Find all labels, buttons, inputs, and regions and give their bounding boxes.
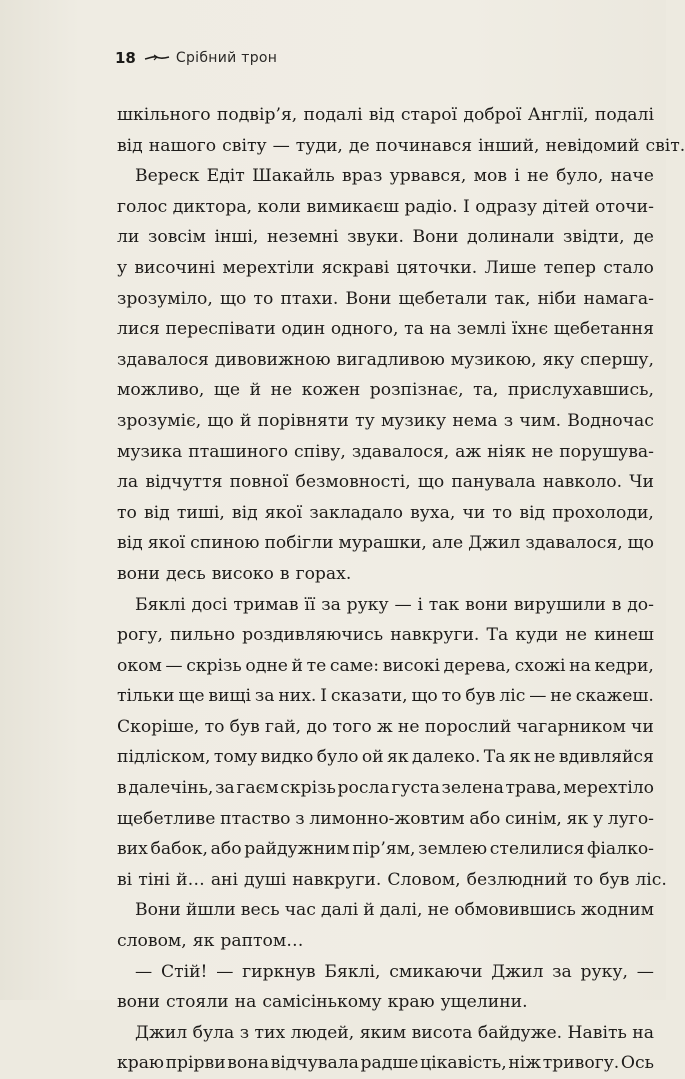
text-line: ла відчуття повної безмовності, що панувала навколо. Чи: [117, 472, 654, 493]
text-line: від якої спиною побігли мурашки, але Джил здавалося, що: [117, 533, 654, 554]
text-line: Вереск Едіт Шакайль враз урвався, мов і не було, наче: [135, 166, 654, 187]
text-line: щебетливе птаство з лимонно-жовтим або синім, як у лугo-: [117, 808, 654, 829]
text-line: музика пташиного співу, здавалося, аж ніяк не порушува-: [117, 441, 654, 462]
text-line: зрозуміло, що то птахи. Вони щебетали так, ніби намага-: [117, 288, 654, 309]
text-line: у височині мерехтіли яскраві цяточки. Лише тепер стало: [117, 257, 654, 278]
text-line: здавалося дивовижною вигадливою музикою, яку спершу,: [117, 349, 654, 370]
text-line: ві тіні й… ані душі навкруги. Словом, безлюдний то був ліс.: [117, 869, 667, 890]
text-line: словом, як раптом…: [117, 931, 304, 952]
text-line: оком — скрізь одне й те саме: високі дерева, схожі на кедри,: [117, 655, 654, 676]
text-line: зрозуміє, що й порівняти ту музику нема з чим. Водночас: [117, 410, 654, 431]
text-line: в далечінь, за гаєм скрізь росла густа зелена трава, мерехтіло: [117, 778, 654, 799]
text-line: шкільного подвір’я, подалі від старої доброї Англії, подалі: [117, 105, 654, 125]
text-line: Бяклі досі тримав її за руку — і так вони вирушили в до-: [135, 594, 654, 615]
page-number: 18: [115, 49, 136, 67]
text-line: Джил була з тих людей, яким висота байдуже. Навіть на: [135, 1022, 654, 1043]
text-line: то від тиші, від якої закладало вуха, чи то від прохолоди,: [117, 502, 654, 523]
text-line: — Стій! — гиркнув Бяклі, смикаючи Джил за руку, —: [135, 961, 654, 982]
text-line: Скоріше, то був гай, до того ж не порослий чагарником чи: [117, 716, 654, 737]
text-line: рогу, пильно роздивляючись навкруги. Та куди не кинеш: [117, 625, 654, 646]
text-line: вих бабок, або райдужним пір’ям, землею стелилися фіалко-: [117, 839, 654, 860]
page-header: [115, 47, 277, 69]
text-line: можливо, ще й не кожен розпізнає, та, прислухавшись,: [117, 380, 654, 401]
text-line: підліском, тому видко було ой як далеко. Та як не вдивляйся: [117, 747, 654, 768]
text-line: голос диктора, коли вимикаєш радіо. І одразу дітей оточи-: [117, 196, 654, 217]
text-line: Вони йшли весь час далі й далі, не обмовившись жодним: [135, 900, 654, 921]
text-line: ли зовсім інші, неземні звуки. Вони долинали звідти, де: [117, 227, 654, 248]
text-line: тільки ще вищі за них. І сказати, що то був ліс — не скажеш.: [117, 686, 654, 707]
running-title: Срібний трон: [175, 50, 278, 66]
text-line: від нашого світу — туди, де починався інший, невідомий світ.: [117, 135, 685, 156]
body-text: [117, 100, 685, 1079]
text-line: вони десь високо в горах.: [117, 563, 352, 584]
dash-ornament-icon: [144, 53, 170, 63]
text-line: краю прірви вона відчувала радше цікавість, ніж тривогу. Ось: [117, 1053, 654, 1074]
text-line: лися переспівати один одного, та на землі їхнє щебетання: [117, 319, 654, 340]
text-line: вони стояли на самісінькому краю ущелини.: [117, 992, 528, 1013]
